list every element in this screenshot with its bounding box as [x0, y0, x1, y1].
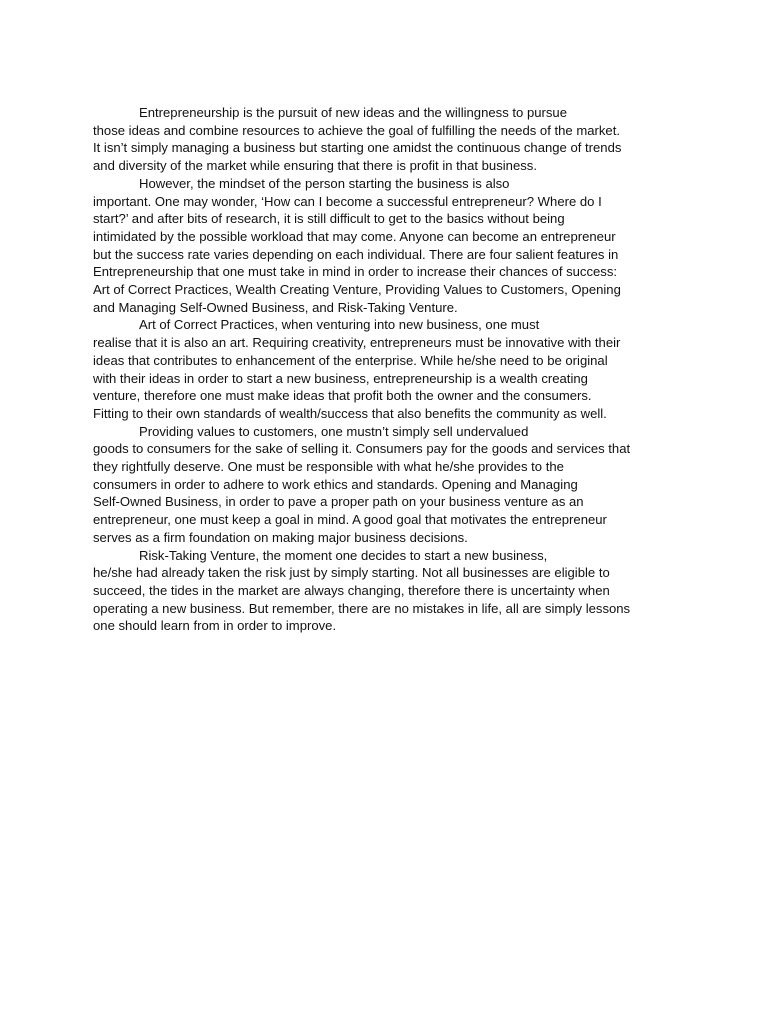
- text-line: realise that it is also an art. Requiring creativity, entrepreneurs must be innovative with their: [93, 335, 621, 351]
- text-line: It isn’t simply managing a business but starting one amidst the continuous change of trends: [93, 140, 622, 156]
- text-line: those ideas and combine resources to achieve the goal of fulfilling the needs of the market.: [93, 122, 620, 138]
- text-line: succeed, the tides in the market are always changing, therefore there is uncertainty when: [93, 582, 610, 598]
- text-line: one should learn from in order to improve.: [93, 618, 337, 634]
- document-body: [93, 104, 693, 635]
- text-line: important. One may wonder, ‘How can I become a successful entrepreneur? Where do I: [93, 193, 602, 209]
- text-line: Art of Correct Practices, Wealth Creating Venture, Providing Values to Customers, Opening: [93, 282, 621, 298]
- text-line: but the success rate varies depending on each individual. There are four salient features in: [93, 246, 619, 262]
- text-line: consumers in order to adhere to work ethics and standards. Opening and Managing: [93, 476, 578, 492]
- text-line: intimidated by the possible workload that may come. Anyone can become an entrepreneur: [93, 228, 616, 244]
- text-line: start?’ and after bits of research, it is still difficult to get to the basics without being: [93, 211, 565, 227]
- text-line: Self-Owned Business, in order to pave a proper path on your business venture as an: [93, 494, 584, 510]
- text-line: Entrepreneurship that one must take in mind in order to increase their chances of success:: [93, 264, 618, 280]
- text-line: they rightfully deserve. One must be responsible with what he/she provides to the: [93, 459, 564, 475]
- text-line: he/she had already taken the risk just by simply starting. Not all businesses are eligible to: [93, 565, 610, 581]
- text-line: Fitting to their own standards of wealth/success that also benefits the community as well.: [93, 405, 607, 421]
- text-line: However, the mindset of the person starting the business is also: [139, 175, 510, 191]
- text-line: Entrepreneurship is the pursuit of new ideas and the willingness to pursue: [139, 105, 567, 120]
- text-line: with their ideas in order to start a new business, entrepreneurship is a wealth creating: [93, 370, 588, 386]
- text-line: serves as a firm foundation on making major business decisions.: [93, 529, 468, 545]
- text-line: Art of Correct Practices, when venturing into new business, one must: [139, 317, 540, 333]
- text-line: operating a new business. But remember, there are no mistakes in life, all are simply lessons: [93, 600, 631, 616]
- text-line: Providing values to customers, one mustn’t simply sell undervalued: [139, 423, 529, 439]
- text-line: venture, therefore one must make ideas that profit both the owner and the consumers.: [93, 388, 592, 404]
- text-line: ideas that contributes to enhancement of the enterprise. While he/she need to be original: [93, 352, 608, 368]
- text-line: Risk-Taking Venture, the moment one decides to start a new business,: [139, 547, 548, 563]
- text-line: entrepreneur, one must keep a goal in mind. A good goal that motivates the entrepreneur: [93, 512, 607, 528]
- text-line: goods to consumers for the sake of selling it. Consumers pay for the goods and services that: [93, 441, 631, 457]
- text-line: and Managing Self-Owned Business, and Risk-Taking Venture.: [93, 299, 458, 315]
- text-line: and diversity of the market while ensuring that there is profit in that business.: [93, 158, 537, 174]
